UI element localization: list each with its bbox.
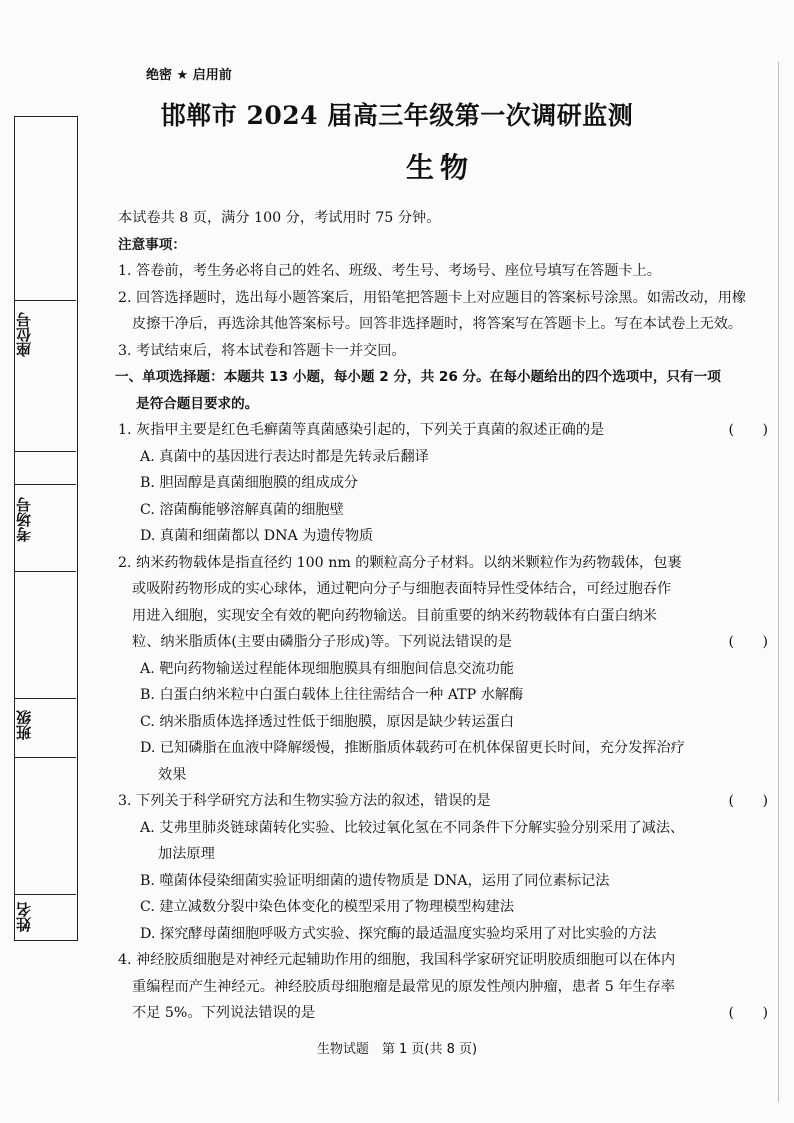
question-stem xyxy=(118,788,768,815)
question-3 xyxy=(118,788,768,947)
section-heading: 一、单项选择题：本题共 13 小题，每小题 2 分，共 26 分。在每小题给出的四个选项中，只有一项 xyxy=(115,369,721,385)
stem-line: 用进入细胞，实现安全有效的靶向药物输送。目前重要的纳米药物载体有白蛋白纳米 xyxy=(132,607,657,624)
option-b: B. 白蛋白纳米粒中白蛋白载体上往往需结合一种 ATP 水解酶 xyxy=(140,687,524,703)
stem-line: 4. 神经胶质细胞是对神经元起辅助作用的细胞，我国科学家研究证明胶质细胞可以在体内 xyxy=(118,952,676,968)
question-2 xyxy=(118,550,768,789)
option-a: A. 艾弗里肺炎链球菌转化实验、比较过氧化氢在不同条件下分解实验分别采用了减法、 xyxy=(140,819,685,836)
stem-line: 不足 5%。下列说法错误的是 xyxy=(132,1005,316,1021)
stem-line: 3. 下列关于科学研究方法和生物实验方法的叙述，错误的是 xyxy=(118,793,491,809)
option-c: C. 建立减数分裂中染色体变化的模型采用了物理模型构建法 xyxy=(140,899,515,915)
page-footer: 生物试题 第 1 页(共 8 页) xyxy=(316,1042,478,1057)
question-stem xyxy=(118,417,768,444)
question-stem xyxy=(132,629,768,656)
option-c: C. 纳米脂质体选择透过性低于细胞膜，原因是缺少转运蛋白 xyxy=(140,713,515,730)
exam-content xyxy=(115,205,768,1027)
stem-line: 2. 纳米药物载体是指直径约 100 nm 的颗粒高分子材料。以纳米颗粒作为药物载体，包裹 xyxy=(118,554,682,571)
answer-blank: ( ) xyxy=(728,1005,768,1021)
intro-line: 本试卷共 8 页，满分 100 分，考试用时 75 分钟。 xyxy=(118,210,441,226)
notes-title: 注意事项： xyxy=(118,236,186,253)
answer-blank: ( ) xyxy=(728,793,768,809)
exam-title: 邯郸市 2024 届高三年级第一次调研监测 xyxy=(160,101,634,130)
note-3: 3. 考试结束后，将本试卷和答题卡一并交回。 xyxy=(118,342,406,359)
answer-blank: ( ) xyxy=(728,634,768,650)
seat-label: 座位号 xyxy=(15,312,33,358)
note-1: 1. 答卷前，考生务必将自己的姓名、班级、考生号、考场号、座位号填写在答题卡上。 xyxy=(118,263,661,279)
answer-blank: ( ) xyxy=(728,422,768,438)
stem-line: 或吸附药物形成的实心球体，通过靶向分子与细胞表面特异性受体结合，可经过胞吞作 xyxy=(132,581,672,597)
name-label: 姓名 xyxy=(15,902,33,932)
confidential-note: 绝密 ★ 启用前 xyxy=(146,68,232,83)
option-a-cont: 加法原理 xyxy=(158,846,215,862)
option-a: A. 靶向药物输送过程能体现细胞膜具有细胞间信息交流功能 xyxy=(140,660,514,677)
subject-title: 生物 xyxy=(405,151,474,184)
question-stem xyxy=(132,1000,768,1027)
option-d: D. 真菌和细菌都以 DNA 为遗传物质 xyxy=(140,528,374,544)
stem-line: 重编程而产生神经元。神经胶质母细胞瘤是最常见的原发性颅内肿瘤，患者 5 年生存率 xyxy=(132,978,675,995)
note-2-cont: 皮擦干净后，再选涂其他答案标号。回答非选择题时，将答案写在答题卡上。写在本试卷上无效。 xyxy=(132,316,743,332)
section-heading-cont: 是符合题目要求的。 xyxy=(136,395,259,412)
class-label: 班级 xyxy=(15,710,33,740)
question-4 xyxy=(118,947,768,1027)
room-label: 考场号 xyxy=(15,497,33,543)
option-d: D. 已知磷脂在血液中降解缓慢，推断脂质体载药可在机体保留更长时间，充分发挥治疗 xyxy=(140,740,685,756)
note-2: 2. 回答选择题时，选出每小题答案后，用铅笔把答题卡上对应题目的答案标号涂黑。如需改动，用橡 xyxy=(118,289,747,306)
option-b: B. 噬菌体侵染细菌实验证明细菌的遗传物质是 DNA，运用了同位素标记法 xyxy=(140,872,610,889)
option-c: C. 溶菌酶能够溶解真菌的细胞壁 xyxy=(140,501,344,518)
page-edge-line xyxy=(778,62,779,1102)
stem-line: 1. 灰指甲主要是红色毛癣菌等真菌感染引起的，下列关于真菌的叙述正确的是 xyxy=(118,422,605,438)
stem-line: 粒、纳米脂质体(主要由磷脂分子形成)等。下列说法错误的是 xyxy=(132,634,512,650)
option-a: A. 真菌中的基因进行表达时都是先转录后翻译 xyxy=(140,448,429,465)
option-d: D. 探究酵母菌细胞呼吸方式实验、探究酶的最适温度实验均采用了对比实验的方法 xyxy=(140,925,657,942)
question-1 xyxy=(118,417,768,550)
option-b: B. 胆固醇是真菌细胞膜的组成成分 xyxy=(140,475,359,491)
option-d-cont: 效果 xyxy=(158,766,187,783)
